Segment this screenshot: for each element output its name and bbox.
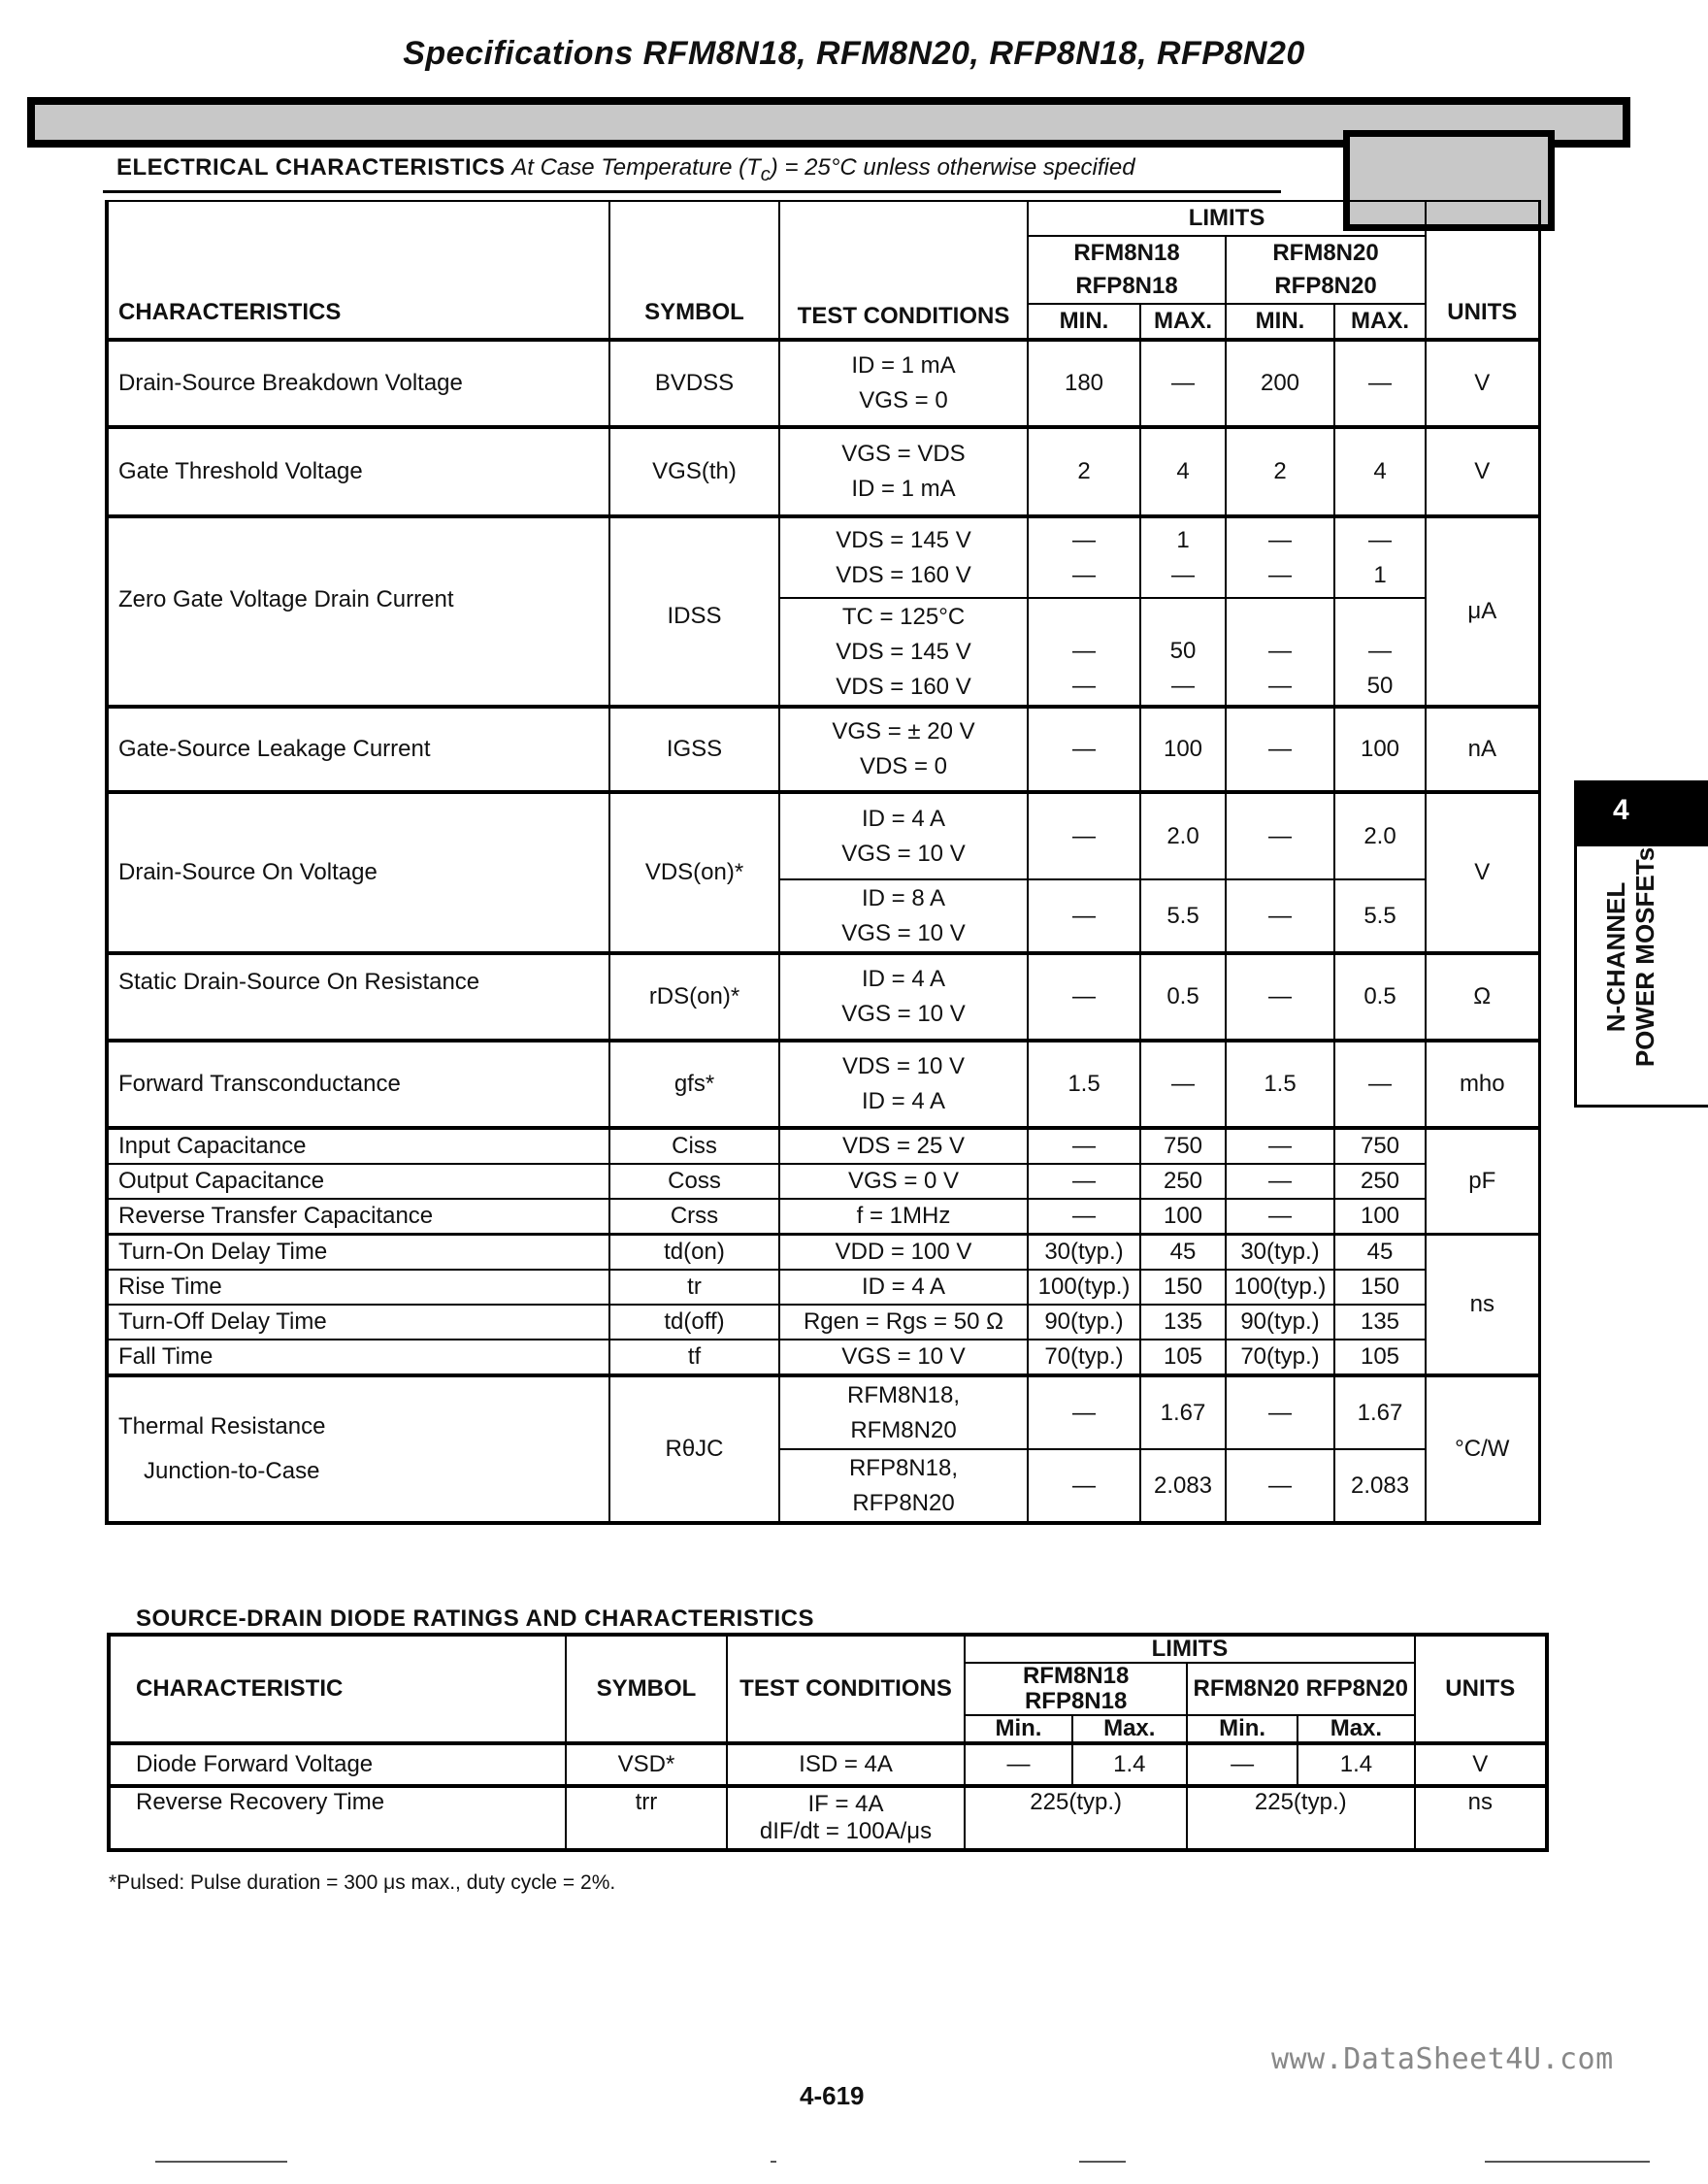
- row-conditions: ID = 4 A VGS = 10 V: [779, 792, 1028, 879]
- row-crss: [107, 1199, 1539, 1235]
- max-2: 150: [1334, 1270, 1426, 1305]
- min-2: 30(typ.): [1226, 1235, 1334, 1271]
- row-conditions: VDS = 145 V VDS = 160 V: [779, 516, 1028, 598]
- row-tr: [107, 1270, 1539, 1305]
- max-1: 45: [1140, 1235, 1226, 1271]
- row-symbol: RθJC: [609, 1375, 779, 1523]
- row-name: Gate Threshold Voltage: [107, 427, 609, 516]
- units: mho: [1426, 1041, 1539, 1128]
- max-2: 750: [1334, 1128, 1426, 1164]
- min-2: —: [1226, 1164, 1334, 1199]
- row-gfs: [107, 1041, 1539, 1128]
- row-symbol: BVDSS: [609, 340, 779, 427]
- max-1: 2.083: [1140, 1449, 1226, 1523]
- sd-col-max-1: Max.: [1072, 1715, 1187, 1743]
- row-symbol: VGS(th): [609, 427, 779, 516]
- row-symbol: tr: [609, 1270, 779, 1305]
- col-limits: LIMITS: [1028, 201, 1426, 236]
- max-2: —: [1334, 340, 1426, 427]
- row-symbol: tf: [609, 1340, 779, 1375]
- row-conditions: VDS = 10 V ID = 4 A: [779, 1041, 1028, 1128]
- col-max-2: MAX.: [1334, 304, 1426, 340]
- units: ns: [1415, 1786, 1547, 1850]
- row-conditions: RFM8N18, RFM8N20: [779, 1375, 1028, 1449]
- units: V: [1426, 792, 1539, 953]
- row-tf: [107, 1340, 1539, 1375]
- units: V: [1426, 340, 1539, 427]
- source-drain-heading: SOURCE-DRAIN DIODE RATINGS AND CHARACTERISTICS: [136, 1605, 815, 1632]
- side-tab-line2: POWER MOSFETs: [1630, 846, 1659, 1068]
- min-2: —: [1226, 1375, 1334, 1449]
- electrical-heading-bold: ELECTRICAL CHARACTERISTICS: [116, 154, 506, 181]
- min-1: 180: [1028, 340, 1140, 427]
- row-vdson-a: [107, 792, 1539, 879]
- min-2: 1.5: [1226, 1041, 1334, 1128]
- source-drain-table: [107, 1633, 1549, 1852]
- electrical-characteristics-table: [105, 200, 1541, 1525]
- row-symbol: Coss: [609, 1164, 779, 1199]
- row-igss: [107, 707, 1539, 792]
- max-2: — 1: [1334, 516, 1426, 598]
- electrical-heading-rule: [103, 190, 1281, 193]
- min-2: —: [1226, 1128, 1334, 1164]
- max-1: 100: [1140, 1199, 1226, 1235]
- row-conditions: RFP8N18, RFP8N20: [779, 1449, 1028, 1523]
- units: Ω: [1426, 953, 1539, 1041]
- row-name: Fall Time: [107, 1340, 609, 1375]
- header-row-1: [107, 201, 1539, 236]
- row-name: Forward Transconductance: [107, 1041, 609, 1128]
- row-name: Thermal Resistance Junction-to-Case: [107, 1375, 609, 1523]
- row-symbol: IGSS: [609, 707, 779, 792]
- col-min-2: MIN.: [1226, 304, 1334, 340]
- row-vgsth: [107, 427, 1539, 516]
- max-2: 4: [1334, 427, 1426, 516]
- min-1: —: [1028, 707, 1140, 792]
- min-1: 100(typ.): [1028, 1270, 1140, 1305]
- typ-1: 225(typ.): [965, 1786, 1187, 1850]
- max-1: 250: [1140, 1164, 1226, 1199]
- min-2: 200: [1226, 340, 1334, 427]
- row-conditions: ID = 4 A: [779, 1270, 1028, 1305]
- max-2: 2.083: [1334, 1449, 1426, 1523]
- row-symbol: Crss: [609, 1199, 779, 1235]
- min-2: 100(typ.): [1226, 1270, 1334, 1305]
- sd-row-trr: [109, 1786, 1547, 1850]
- row-symbol: VSD*: [566, 1743, 726, 1786]
- sd-header-row-1: [109, 1635, 1547, 1663]
- units: °C/W: [1426, 1375, 1539, 1523]
- row-rdson: [107, 953, 1539, 1041]
- min-1: —: [1028, 1375, 1140, 1449]
- sd-col-units: UNITS: [1415, 1635, 1547, 1743]
- side-tab: [1574, 780, 1708, 1107]
- min-2: — —: [1226, 516, 1334, 598]
- max-1: 1.67: [1140, 1375, 1226, 1449]
- min-2: —: [1226, 707, 1334, 792]
- row-name: Reverse Transfer Capacitance: [107, 1199, 609, 1235]
- row-conditions: f = 1MHz: [779, 1199, 1028, 1235]
- units: μA: [1426, 516, 1539, 707]
- col-group-1: RFM8N18 RFP8N18: [1028, 236, 1226, 304]
- min-1: 70(typ.): [1028, 1340, 1140, 1375]
- min-2: —: [1226, 1199, 1334, 1235]
- row-thermal-a: [107, 1375, 1539, 1449]
- max-1: 5.5: [1140, 879, 1226, 953]
- electrical-heading-italic: At Case Temperature $(T_c) = 25^\circ C$ unless otherwise specified: [511, 154, 1135, 185]
- min-2: —: [1226, 879, 1334, 953]
- row-conditions: VGS = 0 V: [779, 1164, 1028, 1199]
- sd-col-symbol: SYMBOL: [566, 1635, 726, 1743]
- row-name: Gate-Source Leakage Current: [107, 707, 609, 792]
- min-1: — —: [1028, 598, 1140, 707]
- units: V: [1426, 427, 1539, 516]
- max-1: 4: [1140, 427, 1226, 516]
- row-symbol: Ciss: [609, 1128, 779, 1164]
- row-coss: [107, 1164, 1539, 1199]
- row-conditions: VGS = 10 V: [779, 1340, 1028, 1375]
- col-symbol: SYMBOL: [609, 201, 779, 340]
- row-conditions: ID = 4 A VGS = 10 V: [779, 953, 1028, 1041]
- max-2: 105: [1334, 1340, 1426, 1375]
- min-2: 70(typ.): [1226, 1340, 1334, 1375]
- row-tdon: [107, 1235, 1539, 1271]
- min-1: 2: [1028, 427, 1140, 516]
- min-1: —: [1028, 953, 1140, 1041]
- min-1: —: [1028, 1449, 1140, 1523]
- sd-row-vsd: [109, 1743, 1547, 1786]
- row-name: Input Capacitance: [107, 1128, 609, 1164]
- min-1: —: [965, 1743, 1071, 1786]
- row-name: Drain-Source Breakdown Voltage: [107, 340, 609, 427]
- max-2: 250: [1334, 1164, 1426, 1199]
- max-1: 50 —: [1140, 598, 1226, 707]
- footnote: *Pulsed: Pulse duration = 300 μs max., duty cycle = 2%.: [109, 1871, 616, 1894]
- min-1: 30(typ.): [1028, 1235, 1140, 1271]
- page-number: 4-619: [800, 2081, 865, 2110]
- units: pF: [1426, 1128, 1539, 1235]
- max-1: 0.5: [1140, 953, 1226, 1041]
- row-name: Output Capacitance: [107, 1164, 609, 1199]
- row-symbol: gfs*: [609, 1041, 779, 1128]
- side-tab-edge: [1574, 839, 1577, 1107]
- max-1: 2.0: [1140, 792, 1226, 879]
- row-conditions: Rgen = Rgs = 50 Ω: [779, 1305, 1028, 1340]
- max-2: 0.5: [1334, 953, 1426, 1041]
- max-1: 1.4: [1072, 1743, 1187, 1786]
- min-1: —: [1028, 1128, 1140, 1164]
- col-units: UNITS: [1426, 201, 1539, 340]
- row-ciss: [107, 1128, 1539, 1164]
- min-1: —: [1028, 1199, 1140, 1235]
- page-title: Specifications RFM8N18, RFM8N20, RFP8N18, RFP8N20: [403, 35, 1305, 72]
- sd-col-characteristic: CHARACTERISTIC: [109, 1635, 566, 1743]
- min-1: —: [1028, 879, 1140, 953]
- units: nA: [1426, 707, 1539, 792]
- row-symbol: IDSS: [609, 516, 779, 707]
- min-2: —: [1226, 792, 1334, 879]
- col-min-1: MIN.: [1028, 304, 1140, 340]
- row-name: Rise Time: [107, 1270, 609, 1305]
- row-conditions: ID = 8 A VGS = 10 V: [779, 879, 1028, 953]
- min-2: —: [1187, 1743, 1297, 1786]
- max-2: 100: [1334, 1199, 1426, 1235]
- max-1: 150: [1140, 1270, 1226, 1305]
- row-conditions: ISD = 4A: [727, 1743, 966, 1786]
- sd-col-min-1: Min.: [965, 1715, 1071, 1743]
- col-characteristics: CHARACTERISTICS: [107, 201, 609, 340]
- max-1: —: [1140, 1041, 1226, 1128]
- max-1: 100: [1140, 707, 1226, 792]
- max-2: —: [1334, 1041, 1426, 1128]
- max-2: 100: [1334, 707, 1426, 792]
- typ-2: 225(typ.): [1187, 1786, 1415, 1850]
- row-bvdss: [107, 340, 1539, 427]
- col-max-1: MAX.: [1140, 304, 1226, 340]
- max-2: 1.67: [1334, 1375, 1426, 1449]
- max-2: 45: [1334, 1235, 1426, 1271]
- min-2: 2: [1226, 427, 1334, 516]
- row-conditions: TC = 125°C VDS = 145 V VDS = 160 V: [779, 598, 1028, 707]
- min-1: —: [1028, 1164, 1140, 1199]
- row-conditions: ID = 1 mA VGS = 0: [779, 340, 1028, 427]
- units: ns: [1426, 1235, 1539, 1376]
- footer-rule-mid: [1079, 2161, 1126, 2163]
- row-symbol: VDS(on)*: [609, 792, 779, 953]
- row-name: Turn-On Delay Time: [107, 1235, 609, 1271]
- max-2: 2.0: [1334, 792, 1426, 879]
- side-tab-bar: [1574, 780, 1708, 846]
- row-conditions: VDS = 25 V: [779, 1128, 1028, 1164]
- electrical-heading: [116, 154, 1135, 186]
- max-2: 1.4: [1297, 1743, 1414, 1786]
- sd-col-min-2: Min.: [1187, 1715, 1297, 1743]
- row-conditions: VDD = 100 V: [779, 1235, 1028, 1271]
- min-2: 90(typ.): [1226, 1305, 1334, 1340]
- row-name: Static Drain-Source On Resistance: [107, 953, 609, 1041]
- row-name: Diode Forward Voltage: [109, 1743, 566, 1786]
- max-2: 5.5: [1334, 879, 1426, 953]
- sd-col-group-2: RFM8N20 RFP8N20: [1187, 1663, 1415, 1715]
- watermark: www.DataSheet4U.com: [1271, 2042, 1614, 2076]
- sd-col-max-2: Max.: [1297, 1715, 1414, 1743]
- max-1: 750: [1140, 1128, 1226, 1164]
- row-name: Reverse Recovery Time: [109, 1786, 566, 1850]
- min-1: —: [1028, 792, 1140, 879]
- side-tab-line1: N-CHANNEL: [1601, 881, 1630, 1033]
- row-symbol: rDS(on)*: [609, 953, 779, 1041]
- min-1: — —: [1028, 516, 1140, 598]
- col-test-conditions: TEST CONDITIONS: [779, 201, 1028, 340]
- row-conditions: VGS = VDS ID = 1 mA: [779, 427, 1028, 516]
- min-1: 1.5: [1028, 1041, 1140, 1128]
- units: V: [1415, 1743, 1547, 1786]
- row-name: Turn-Off Delay Time: [107, 1305, 609, 1340]
- footer-mark: [771, 2161, 776, 2163]
- max-2: — 50: [1334, 598, 1426, 707]
- min-2: — —: [1226, 598, 1334, 707]
- max-1: —: [1140, 340, 1226, 427]
- max-1: 105: [1140, 1340, 1226, 1375]
- row-conditions: VGS = ± 20 V VDS = 0: [779, 707, 1028, 792]
- row-name: Drain-Source On Voltage: [107, 792, 609, 953]
- min-1: 90(typ.): [1028, 1305, 1140, 1340]
- row-tdoff: [107, 1305, 1539, 1340]
- sd-col-limits: LIMITS: [965, 1635, 1414, 1663]
- row-symbol: trr: [566, 1786, 726, 1850]
- footer-rule-right: [1485, 2161, 1650, 2163]
- side-tab-line: [1574, 1105, 1708, 1108]
- sd-col-group-1: RFM8N18 RFP8N18: [965, 1663, 1187, 1715]
- max-1: 135: [1140, 1305, 1226, 1340]
- sd-col-test-conditions: TEST CONDITIONS: [727, 1635, 966, 1743]
- row-idss-a: [107, 516, 1539, 598]
- min-2: —: [1226, 1449, 1334, 1523]
- row-symbol: td(off): [609, 1305, 779, 1340]
- col-group-2: RFM8N20 RFP8N20: [1226, 236, 1426, 304]
- row-name: Zero Gate Voltage Drain Current: [107, 516, 609, 707]
- max-2: 135: [1334, 1305, 1426, 1340]
- min-2: —: [1226, 953, 1334, 1041]
- row-conditions: IF = 4A dIF/dt = 100A/μs: [727, 1786, 966, 1850]
- row-symbol: td(on): [609, 1235, 779, 1271]
- side-tab-number: 4: [1613, 794, 1629, 826]
- footer-rule-left: [155, 2161, 287, 2163]
- max-1: 1 —: [1140, 516, 1226, 598]
